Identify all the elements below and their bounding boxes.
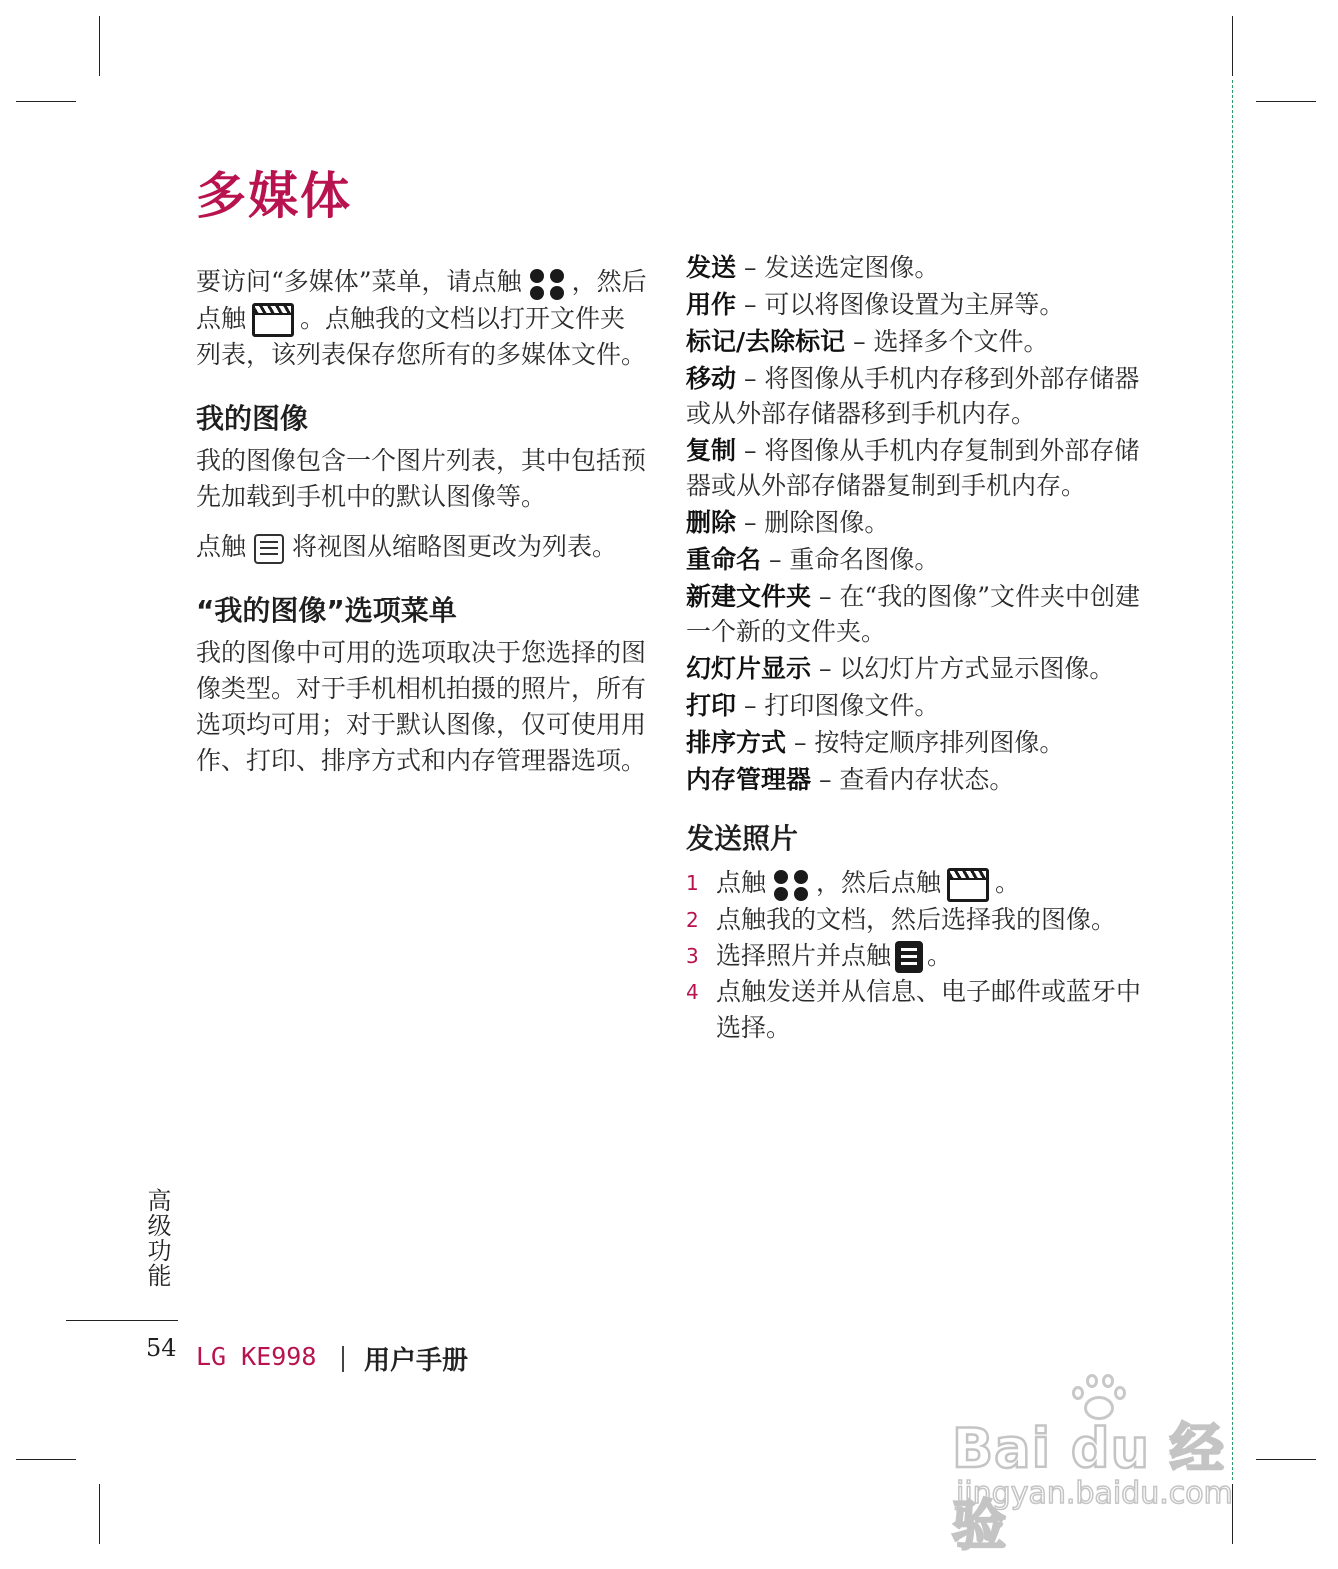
option-description: – 打印图像文件。	[736, 691, 940, 720]
option-term: 打印	[686, 691, 737, 720]
list-view-icon	[254, 534, 284, 564]
crop-mark	[16, 1459, 76, 1460]
option-description: – 查看内存状态。	[811, 765, 1015, 794]
crop-mark	[1232, 16, 1233, 76]
step-text: 。	[995, 868, 1021, 897]
section-heading-options-menu: “我的图像”选项菜单	[196, 594, 457, 627]
apps-grid-icon	[772, 868, 810, 902]
menu-icon	[895, 941, 923, 973]
option-entry	[686, 250, 1146, 285]
option-description: – 重命名图像。	[761, 545, 940, 574]
step-text: 点触发送并从信息、电子邮件或蓝牙中选择。	[716, 976, 1142, 1042]
option-description: – 可以将图像设置为主屏等。	[736, 290, 1065, 319]
option-description: – 在“我的图像”文件夹中创建一个新的文件夹。	[686, 582, 1140, 646]
crop-mark	[1256, 1459, 1316, 1460]
option-description: – 发送选定图像。	[736, 253, 940, 282]
step-number: 4	[686, 979, 699, 1004]
step-number: 2	[686, 907, 699, 932]
option-term: 重命名	[686, 545, 762, 574]
step-item	[686, 865, 1146, 902]
intro-paragraph	[196, 264, 648, 373]
step-text: 。	[927, 940, 953, 970]
option-entry	[686, 505, 1146, 540]
baidu-jingyan-watermark	[952, 1372, 1262, 1557]
option-term: 发送	[686, 253, 737, 282]
step-item	[686, 938, 1146, 974]
intro-text-1: 要访问“多媒体”菜单，请点触	[196, 267, 522, 296]
list-view-instruction	[196, 529, 648, 565]
option-description: – 按特定顺序排列图像。	[786, 728, 1065, 757]
crop-mark	[1256, 101, 1316, 102]
intro-text-2: ，然后点触	[196, 267, 647, 333]
trim-guide	[1232, 80, 1233, 1480]
list-view-text-1: 点触	[196, 532, 247, 561]
watermark-url: jingyan.baidu.com	[956, 1476, 1233, 1511]
watermark-brand: Bai du 经验	[952, 1417, 1225, 1557]
option-description: – 将图像从手机内存复制到外部存储器或从外部存储器复制到手机内存。	[686, 436, 1140, 500]
option-description: – 以幻灯片方式显示图像。	[811, 654, 1115, 683]
option-entry	[686, 324, 1146, 359]
right-column	[686, 250, 1146, 1046]
footer-separator	[342, 1346, 344, 1372]
step-text: 点触我的文档，然后选择我的图像。	[716, 904, 1117, 934]
option-entry	[686, 762, 1146, 797]
option-entry	[686, 542, 1146, 577]
step-number: 3	[686, 943, 699, 968]
section-heading-send-photo: 发送照片	[686, 822, 799, 855]
page-number: 54	[146, 1334, 177, 1362]
option-term: 标记/去除标记	[686, 327, 846, 356]
manual-label: 用户手册	[364, 1346, 469, 1376]
crop-mark	[99, 16, 100, 76]
option-description: – 删除图像。	[736, 508, 890, 537]
apps-grid-icon	[528, 267, 566, 301]
option-term: 复制	[686, 436, 737, 465]
section-heading-my-images: 我的图像	[196, 402, 309, 435]
options-menu-description: 我的图像中可用的选项取决于您选择的图像类型。对于手机相机拍摄的照片，所有选项均可用；对于默认图像，仅可使用用作、打印、排序方式和内存管理器选项。	[196, 638, 647, 775]
page-title: 多媒体	[196, 167, 352, 225]
option-entry	[686, 579, 1146, 649]
option-term: 删除	[686, 508, 737, 537]
send-photo-steps	[686, 865, 1146, 1046]
option-entry	[686, 651, 1146, 686]
options-list	[686, 250, 1146, 797]
my-images-description: 我的图像包含一个图片列表，其中包括预先加载到手机中的默认图像等。	[196, 446, 647, 511]
list-view-text-2: 将视图从缩略图更改为列表。	[292, 532, 618, 561]
left-column	[196, 264, 648, 779]
model-name: LG KE998	[196, 1342, 317, 1371]
option-entry	[686, 361, 1146, 431]
option-term: 内存管理器	[686, 765, 812, 794]
section-side-tab: 高级功能	[143, 1188, 171, 1288]
option-entry	[686, 688, 1146, 723]
crop-mark	[99, 1484, 100, 1544]
multimedia-folder-icon	[252, 303, 294, 337]
intro-text-3: 。点触我的文档以打开文件夹列表，该列表保存您所有的多媒体文件。	[196, 303, 647, 369]
option-term: 新建文件夹	[686, 582, 812, 611]
option-term: 用作	[686, 290, 737, 319]
option-entry	[686, 433, 1146, 503]
option-term: 幻灯片显示	[686, 654, 812, 683]
step-text: 选择照片并点触	[716, 940, 892, 970]
option-entry	[686, 287, 1146, 322]
footer-divider	[66, 1320, 178, 1321]
option-description: – 将图像从手机内存移到外部存储器或从外部存储器移到手机内存。	[686, 364, 1140, 428]
multimedia-folder-icon	[947, 868, 989, 902]
step-text: ，然后点触	[816, 868, 942, 897]
option-term: 排序方式	[686, 728, 787, 757]
step-item	[686, 902, 1146, 938]
step-number: 1	[686, 871, 699, 895]
step-item	[686, 974, 1146, 1046]
step-text: 点触	[716, 868, 767, 897]
option-term: 移动	[686, 364, 737, 393]
crop-mark	[16, 101, 76, 102]
option-entry	[686, 725, 1146, 760]
option-description: – 选择多个文件。	[845, 327, 1049, 356]
